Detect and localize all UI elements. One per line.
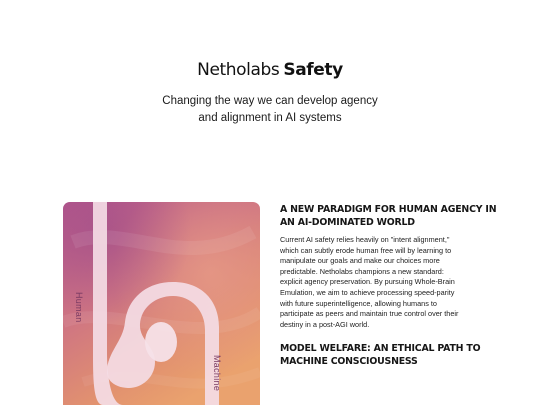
hero-illustration [63,202,260,405]
body-line: destiny in a post-AGI world. [280,319,370,329]
hero-label-machine: Machine [212,355,222,392]
brand-name: Netholabs [197,60,280,80]
section-title-line: A NEW PARADIGM FOR HUMAN AGENCY IN [280,204,497,215]
hero-label-human: Human [74,292,84,323]
human-machine-ribbon-graphic [63,202,260,405]
tagline-line: Changing the way we can develop agency [162,95,378,107]
brand-suffix: Safety [283,60,343,80]
body-line: manipulate our goals and make our choices more [280,256,440,266]
section-title-line: AN AI-DOMINATED WORLD [280,217,415,228]
body-line: Current AI safety relies heavily on "intent alignment," [280,235,450,244]
section-model-welfare [280,342,480,368]
brand-logo[interactable] [0,60,540,80]
body-line: predictable. Netholabs champions a new standard: [280,266,444,276]
section-human-agency [280,203,497,330]
tagline [0,93,540,127]
section-title-line: MODEL WELFARE: AN ETHICAL PATH TO [280,343,481,354]
section-title [280,203,497,229]
body-line: Emulation, we aim to achieve processing speed-parity [280,287,455,297]
tagline-line: and alignment in AI systems [198,112,342,124]
body-line: which can subtly erode human free will by learning to [280,245,452,255]
body-line: participate as peers and maintain true control over their [280,309,459,319]
body-line: explicit agency preservation. By pursuing Whole-Brain [280,277,455,287]
section-title-line: MACHINE CONSCIOUSNESS [280,356,418,367]
section-body [280,235,480,330]
section-title [280,342,480,368]
body-line: with future superintelligence, allowing humans to [280,298,437,308]
